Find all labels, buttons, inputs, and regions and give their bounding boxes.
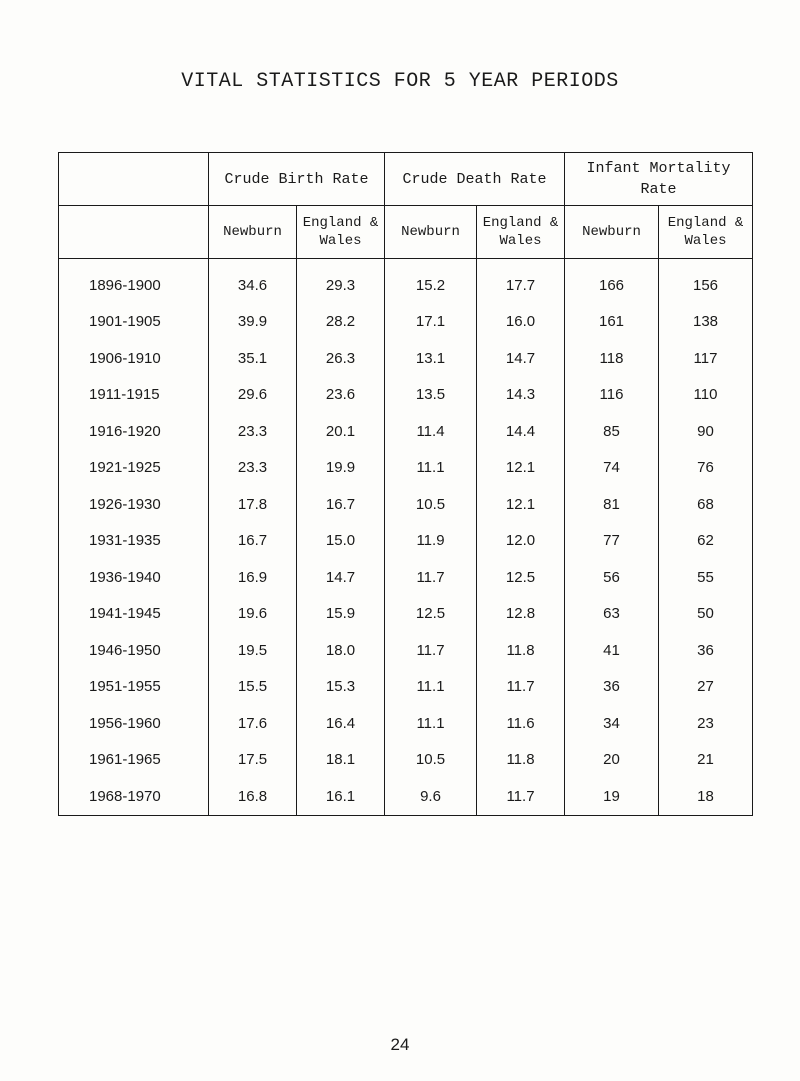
- period-cell: 1896-1900: [59, 259, 209, 304]
- birth-newburn-cell: 16.7: [209, 523, 297, 560]
- period-header: [59, 153, 209, 206]
- infant-ew-cell: 117: [659, 340, 753, 377]
- death-newburn-cell: 11.1: [385, 669, 477, 706]
- birth-newburn-cell: 16.8: [209, 778, 297, 815]
- birth-ew-cell: 14.7: [297, 559, 385, 596]
- table-row: [59, 669, 753, 706]
- infant-newburn-cell: 36: [565, 669, 659, 706]
- birth-newburn-cell: 19.6: [209, 596, 297, 633]
- table-row: [59, 705, 753, 742]
- birth-newburn-cell: 39.9: [209, 304, 297, 341]
- death-ew-cell: 11.6: [477, 705, 565, 742]
- group-header-infant: Infant Mortality Rate: [565, 153, 753, 206]
- death-ew-cell: 11.7: [477, 669, 565, 706]
- birth-ew-cell: 26.3: [297, 340, 385, 377]
- birth-ew-cell: 15.3: [297, 669, 385, 706]
- death-newburn-cell: 11.4: [385, 413, 477, 450]
- subheader-death-newburn: Newburn: [385, 206, 477, 259]
- period-cell: 1941-1945: [59, 596, 209, 633]
- birth-ew-cell: 16.4: [297, 705, 385, 742]
- infant-newburn-cell: 77: [565, 523, 659, 560]
- infant-newburn-cell: 116: [565, 377, 659, 414]
- group-header-birth: Crude Birth Rate: [209, 153, 385, 206]
- table-row: [59, 632, 753, 669]
- death-ew-cell: 11.8: [477, 742, 565, 779]
- birth-newburn-cell: 16.9: [209, 559, 297, 596]
- death-newburn-cell: 17.1: [385, 304, 477, 341]
- period-subheader: [59, 206, 209, 259]
- infant-ew-cell: 36: [659, 632, 753, 669]
- table-row: [59, 304, 753, 341]
- birth-newburn-cell: 17.6: [209, 705, 297, 742]
- page-number: 24: [390, 1035, 410, 1054]
- death-ew-cell: 14.4: [477, 413, 565, 450]
- birth-ew-cell: 15.9: [297, 596, 385, 633]
- table-row: [59, 559, 753, 596]
- birth-newburn-cell: 17.5: [209, 742, 297, 779]
- death-newburn-cell: 11.9: [385, 523, 477, 560]
- death-newburn-cell: 11.7: [385, 632, 477, 669]
- death-newburn-cell: 13.5: [385, 377, 477, 414]
- period-cell: 1951-1955: [59, 669, 209, 706]
- birth-newburn-cell: 23.3: [209, 413, 297, 450]
- infant-ew-cell: 23: [659, 705, 753, 742]
- birth-ew-cell: 18.1: [297, 742, 385, 779]
- birth-ew-cell: 29.3: [297, 259, 385, 304]
- period-cell: 1931-1935: [59, 523, 209, 560]
- birth-ew-cell: 20.1: [297, 413, 385, 450]
- infant-newburn-cell: 19: [565, 778, 659, 815]
- birth-ew-cell: 16.1: [297, 778, 385, 815]
- vital-statistics-table: [58, 152, 753, 816]
- birth-ew-cell: 23.6: [297, 377, 385, 414]
- death-ew-cell: 12.5: [477, 559, 565, 596]
- death-ew-cell: 12.0: [477, 523, 565, 560]
- infant-newburn-cell: 85: [565, 413, 659, 450]
- table-row: [59, 413, 753, 450]
- infant-ew-cell: 62: [659, 523, 753, 560]
- birth-newburn-cell: 34.6: [209, 259, 297, 304]
- period-cell: 1936-1940: [59, 559, 209, 596]
- birth-ew-cell: 19.9: [297, 450, 385, 487]
- death-newburn-cell: 10.5: [385, 486, 477, 523]
- infant-newburn-cell: 81: [565, 486, 659, 523]
- death-newburn-cell: 11.1: [385, 705, 477, 742]
- death-ew-cell: 12.1: [477, 486, 565, 523]
- birth-newburn-cell: 17.8: [209, 486, 297, 523]
- birth-ew-cell: 18.0: [297, 632, 385, 669]
- period-cell: 1911-1915: [59, 377, 209, 414]
- infant-newburn-cell: 41: [565, 632, 659, 669]
- death-ew-cell: 17.7: [477, 259, 565, 304]
- infant-newburn-cell: 118: [565, 340, 659, 377]
- table-row: [59, 259, 753, 304]
- birth-newburn-cell: 15.5: [209, 669, 297, 706]
- table-body: [59, 259, 753, 816]
- group-header-row: [59, 153, 753, 206]
- birth-ew-cell: 16.7: [297, 486, 385, 523]
- infant-newburn-cell: 56: [565, 559, 659, 596]
- period-cell: 1946-1950: [59, 632, 209, 669]
- subheader-birth-ew: England & Wales: [297, 206, 385, 259]
- period-cell: 1916-1920: [59, 413, 209, 450]
- group-header-death: Crude Death Rate: [385, 153, 565, 206]
- birth-ew-cell: 15.0: [297, 523, 385, 560]
- table-row: [59, 377, 753, 414]
- infant-ew-cell: 156: [659, 259, 753, 304]
- period-cell: 1956-1960: [59, 705, 209, 742]
- infant-newburn-cell: 166: [565, 259, 659, 304]
- period-cell: 1901-1905: [59, 304, 209, 341]
- infant-ew-cell: 90: [659, 413, 753, 450]
- period-cell: 1921-1925: [59, 450, 209, 487]
- sub-header-row: [59, 206, 753, 259]
- infant-ew-cell: 68: [659, 486, 753, 523]
- period-cell: 1961-1965: [59, 742, 209, 779]
- birth-ew-cell: 28.2: [297, 304, 385, 341]
- period-cell: 1906-1910: [59, 340, 209, 377]
- birth-newburn-cell: 19.5: [209, 632, 297, 669]
- infant-ew-cell: 138: [659, 304, 753, 341]
- death-newburn-cell: 11.7: [385, 559, 477, 596]
- death-newburn-cell: 12.5: [385, 596, 477, 633]
- table-row: [59, 340, 753, 377]
- death-ew-cell: 11.8: [477, 632, 565, 669]
- death-ew-cell: 12.1: [477, 450, 565, 487]
- subheader-birth-newburn: Newburn: [209, 206, 297, 259]
- death-ew-cell: 16.0: [477, 304, 565, 341]
- death-ew-cell: 12.8: [477, 596, 565, 633]
- infant-ew-cell: 55: [659, 559, 753, 596]
- infant-newburn-cell: 20: [565, 742, 659, 779]
- birth-newburn-cell: 23.3: [209, 450, 297, 487]
- death-ew-cell: 11.7: [477, 778, 565, 815]
- death-newburn-cell: 10.5: [385, 742, 477, 779]
- death-newburn-cell: 15.2: [385, 259, 477, 304]
- subheader-infant-ew: England & Wales: [659, 206, 753, 259]
- death-newburn-cell: 11.1: [385, 450, 477, 487]
- infant-ew-cell: 27: [659, 669, 753, 706]
- infant-ew-cell: 76: [659, 450, 753, 487]
- period-cell: 1968-1970: [59, 778, 209, 815]
- subheader-infant-newburn: Newburn: [565, 206, 659, 259]
- birth-newburn-cell: 29.6: [209, 377, 297, 414]
- infant-ew-cell: 21: [659, 742, 753, 779]
- death-ew-cell: 14.3: [477, 377, 565, 414]
- infant-newburn-cell: 74: [565, 450, 659, 487]
- table-row: [59, 778, 753, 815]
- period-cell: 1926-1930: [59, 486, 209, 523]
- subheader-death-ew: England & Wales: [477, 206, 565, 259]
- table-row: [59, 596, 753, 633]
- table-row: [59, 523, 753, 560]
- infant-newburn-cell: 63: [565, 596, 659, 633]
- death-newburn-cell: 13.1: [385, 340, 477, 377]
- death-ew-cell: 14.7: [477, 340, 565, 377]
- infant-ew-cell: 18: [659, 778, 753, 815]
- table-row: [59, 742, 753, 779]
- infant-newburn-cell: 34: [565, 705, 659, 742]
- table-row: [59, 486, 753, 523]
- infant-ew-cell: 50: [659, 596, 753, 633]
- table-row: [59, 450, 753, 487]
- infant-newburn-cell: 161: [565, 304, 659, 341]
- infant-ew-cell: 110: [659, 377, 753, 414]
- page-title: VITAL STATISTICS FOR 5 YEAR PERIODS: [181, 70, 619, 93]
- death-newburn-cell: 9.6: [385, 778, 477, 815]
- birth-newburn-cell: 35.1: [209, 340, 297, 377]
